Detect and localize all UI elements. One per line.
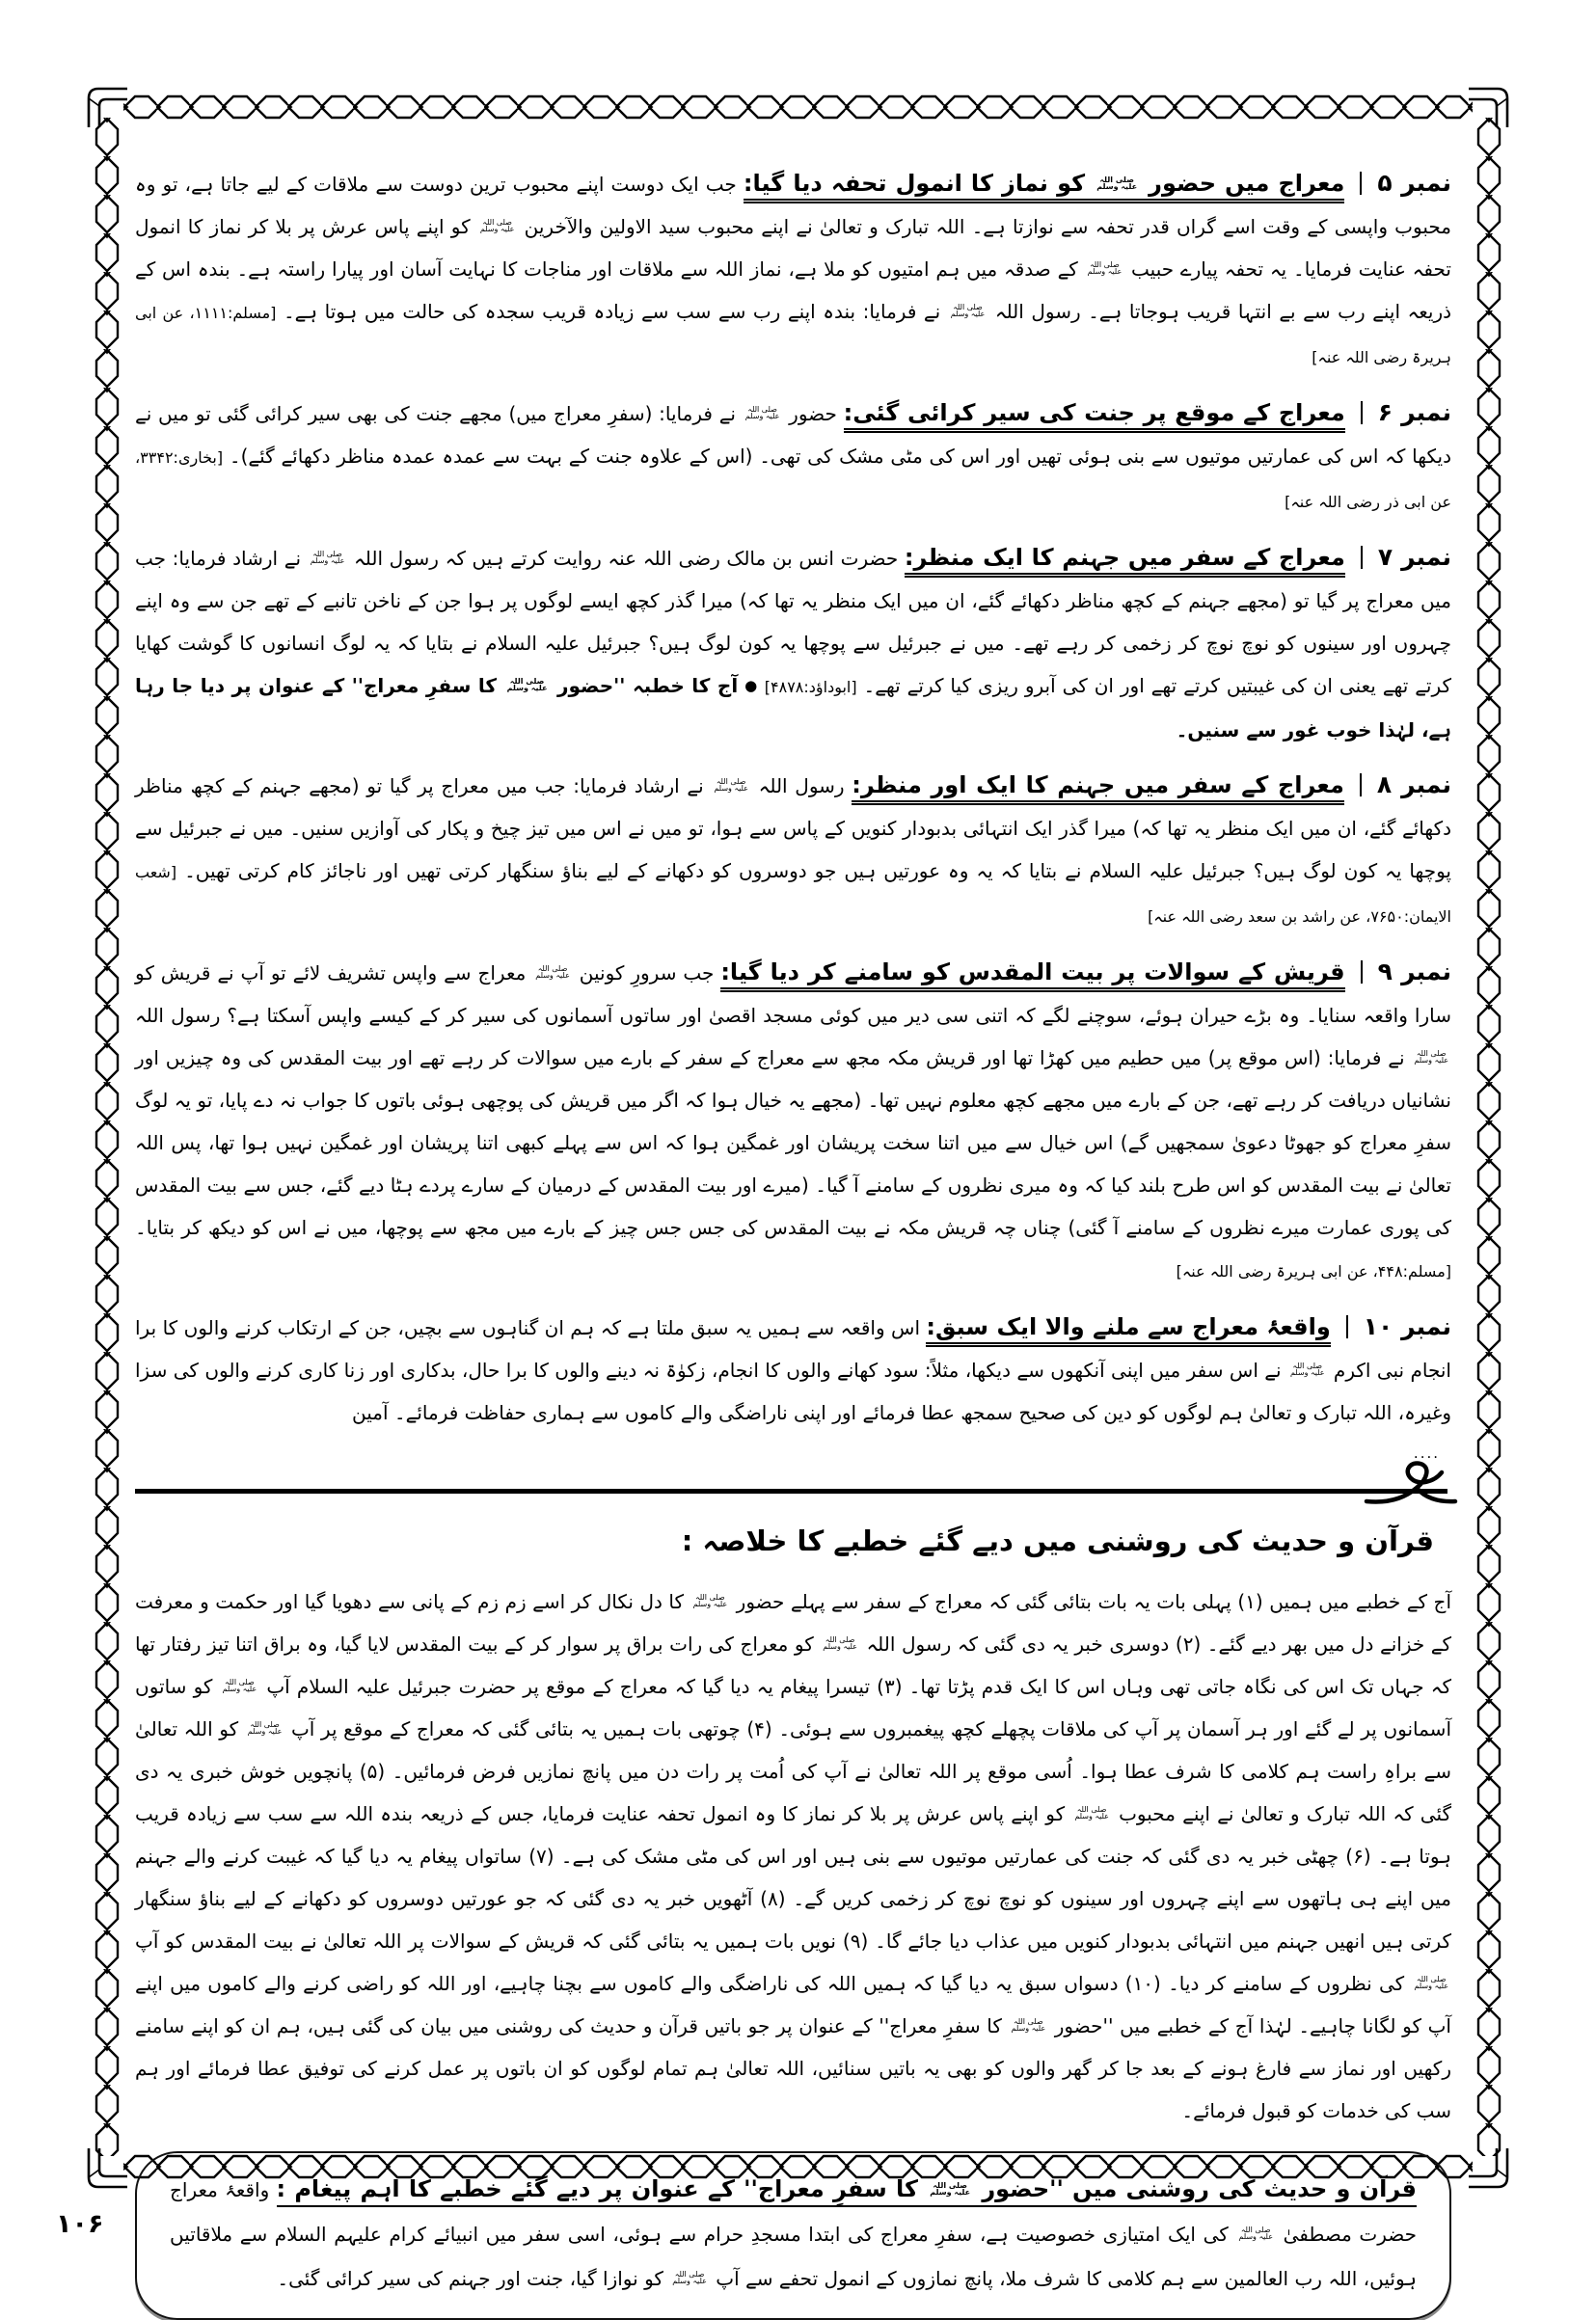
- section-paragraph: [135, 764, 1451, 938]
- border-corner-icon: [1469, 83, 1513, 127]
- section-paragraph: [135, 162, 1451, 379]
- section-number: نمبر ۶: [1377, 398, 1452, 426]
- border-corner-icon: [1469, 2148, 1513, 2193]
- section-title: معراج کے موقع پر جنت کی سیر کرائی گئی:: [844, 399, 1345, 433]
- pbuh-mark-icon: صلی اللہ علیہ وسلم: [950, 302, 986, 318]
- section-number: نمبر ۸: [1376, 770, 1452, 798]
- section-title: معراج کے سفر میں جہنم کا ایک اور منظر:: [852, 771, 1344, 805]
- pbuh-mark-icon: صلی اللہ علیہ وسلم: [222, 1677, 257, 1693]
- section-title: معراج میں حضور صلی اللہ علیہ وسلم کو نماز کا انمول تحفہ دیا گیا:: [744, 170, 1344, 203]
- calligraphic-flourish-icon: [1365, 1459, 1457, 1509]
- pbuh-mark-icon: صلی اللہ علیہ وسلم: [692, 1592, 728, 1608]
- pbuh-mark-icon: صلی اللہ علیہ وسلم: [823, 1634, 857, 1651]
- pbuh-mark-icon: صلی اللہ علیہ وسلم: [1011, 2016, 1046, 2033]
- summary-heading: قرآن و حدیث کی روشنی میں دیے گئے خطبے کا خلاصہ :: [681, 1524, 1434, 1557]
- section-body: رسول اللہ صلی اللہ علیہ وسلم نے ارشاد فرمایا: جب میں معراج پر گیا تو (مجھے جہنم کے کچھ مناظر دکھائے گئے، ان میں ایک منظر یہ تھا کہ) میرا گذر ایک انتہائی بدبودار کنویں کے پاس سے ہوا، تو میں نے اس میں تیز چیخ و پکار کی آوازیں سنیں۔ میں نے جبرئیل سے پوچھا یہ کون لوگ ہیں؟ جبرئیل علیہ السلام نے بتایا کہ یہ وہ عورتیں ہیں جو دوسروں کو دکھانے کے لیے بناؤ سنگھار کرتی تھیں اور ناجائز کام کرتی تھیں۔: [135, 774, 1451, 882]
- border-chain-top: [123, 93, 1473, 121]
- section-paragraph: [135, 1306, 1451, 1434]
- pbuh-mark-icon: صلی اللہ علیہ وسلم: [744, 404, 780, 420]
- pbuh-mark-icon: صلی اللہ علیہ وسلم: [714, 776, 748, 793]
- pbuh-mark-icon: صلی اللہ علیہ وسلم: [310, 549, 345, 565]
- pbuh-mark-icon: صلی اللہ علیہ وسلم: [1414, 1048, 1448, 1065]
- divider-rule: [135, 1489, 1447, 1494]
- pbuh-mark-icon: صلی اللہ علیہ وسلم: [1096, 175, 1138, 191]
- section-paragraph: [135, 951, 1451, 1293]
- pbuh-mark-icon: صلی اللہ علیہ وسلم: [479, 217, 515, 233]
- border-corner-icon: [83, 83, 127, 127]
- pbuh-mark-icon: صلی اللہ علیہ وسلم: [535, 963, 570, 980]
- pbuh-mark-icon: صلی اللہ علیہ وسلم: [247, 1719, 283, 1736]
- pbuh-mark-icon: صلی اللہ علیہ وسلم: [930, 2180, 971, 2197]
- pbuh-mark-icon: صلی اللہ علیہ وسلم: [1238, 2225, 1273, 2241]
- section-separator: [1360, 773, 1362, 796]
- section-body: جب ایک دوست اپنے محبوب ترین دوست سے ملاقات کے لیے جاتا ہے، تو وہ محبوب واپسی کے وقت اسے گراں قدر تحفہ سے نوازتا ہے۔ اللہ تبارک و تعالیٰ نے اپنے محبوب سید الاولین والآخرین صلی اللہ علیہ وسلم کو اپنے پاس عرش پر بلا کر نماز کا انمول تحفہ عنایت فرمایا۔ یہ تحفہ پیارے حبیب صلی اللہ علیہ وسلم کے صدقہ میں ہم امتیوں کو ملا ہے، نماز اللہ سے ملاقات اور مناجات کا نہایت آسان اور پیارا راستہ ہے۔ بندہ اس کے ذریعہ اپنے رب سے بے انتہا قریب ہوجاتا ہے۔ رسول اللہ صلی اللہ علیہ وسلم نے فرمایا: بندہ اپنے رب سے سب سے زیادہ قریب سجدہ کی حالت میں ہوتا ہے۔: [135, 173, 1452, 323]
- section-number: نمبر ۹: [1377, 958, 1452, 985]
- key-message-box: [135, 2151, 1451, 2320]
- border-chain-right: [1474, 118, 1503, 2156]
- section-separator: [1346, 1315, 1348, 1338]
- border-chain-left: [93, 118, 122, 2156]
- pbuh-mark-icon: صلی اللہ علیہ وسلم: [1414, 1974, 1449, 1990]
- hadith-citation: [شعب الایمان:۷۶۵۰، عن راشد بن سعد رضی اللہ عنہ]: [135, 863, 1451, 926]
- summary-paragraph: آج کے خطبے میں ہمیں (۱) پہلی بات یہ بات بتائی گئی کہ معراج کے سفر سے پہلے حضور صلی اللہ علیہ وسلم کا دل نکال کر اسے زم زم کے پانی سے دھویا گیا اور حکمت و معرفت کے خزانے دل میں بھر دیے گئے۔ (۲) دوسری خبر یہ دی گئی کہ رسول اللہ صلی اللہ علیہ وسلم کو معراج کی رات براق پر سوار کر کے بیت المقدس لایا گیا، وہ براق اتنا تیز رفتار تھا کہ جہاں تک اس کی نگاہ جاتی تھی وہاں اس کا ایک قدم پڑتا تھا۔ (۳) تیسرا پیغام یہ دیا گیا کہ معراج کے موقع پر حضرت جبرئیل علیہ السلام آپ صلی اللہ علیہ وسلم کو ساتوں آسمانوں پر لے گئے اور ہر آسمان پر آپ کی ملاقات پچھلے کچھ پیغمبروں سے ہوئی۔ (۴) چوتھی بات ہمیں یہ بتائی گئی کہ معراج کے موقع پر آپ صلی اللہ علیہ وسلم کو اللہ تعالیٰ سے براہِ راست ہم کلامی کا شرف عطا ہوا۔ اُسی موقع پر اللہ تعالیٰ نے آپ کی اُمت پر رات دن میں پانچ نمازیں فرض فرمائیں۔ (۵) پانچویں خوش خبری یہ دی گئی کہ اللہ تبارک و تعالیٰ نے اپنے محبوب صلی اللہ علیہ وسلم کو اپنے پاس عرش پر بلا کر نماز کا وہ انمول تحفہ عنایت فرمایا، جس کے ذریعہ بندہ اللہ سے سب سے زیادہ قریب ہوتا ہے۔ (۶) چھٹی خبر یہ دی گئی کہ جنت کی عمارتیں موتیوں سے بنی ہیں اور اس کی مٹی مشک کی ہے۔ (۷) ساتواں پیغام یہ دیا گیا کہ غیبت کرنے والے جہنم میں اپنے ہی ہاتھوں سے اپنے چہروں اور سینوں کو نوچ نوچ کر زخمی کریں گے۔ (۸) آٹھویں خبر یہ دی گئی کہ جو عورتیں دوسروں کو دکھانے کے لیے بناؤ سنگھار کرتی ہیں انھیں جہنم میں انتہائی بدبودار کنویں میں عذاب دیا جائے گا۔ (۹) نویں بات ہمیں یہ بتائی گئی کہ قریش کے سوالات پر اللہ تعالیٰ نے بیت المقدس کو آپ صلی اللہ علیہ وسلم کی نظروں کے سامنے کر دیا۔ (۱۰) دسواں سبق یہ دیا گیا کہ ہمیں اللہ کی ناراضگی والے کاموں سے بچنا چاہیے، اور اللہ کو راضی کرنے والے کاموں میں اپنے آپ کو لگانا چاہیے۔ لہٰذا آج کے خطبے میں ''حضور صلی اللہ علیہ وسلم کا سفرِ معراج'' کے عنوان پر جو باتیں قرآن و حدیث کی روشنی میں بیان کی گئی ہیں، ہم ان کو اپنے سامنے رکھیں اور نماز سے فارغ ہونے کے بعد جا کر گھر والوں کو بھی یہ باتیں سنائیں، اللہ تعالیٰ ہم تمام لوگوں کو ان باتوں پر عمل کرنے کی توفیق عطا فرمائے اور ہم سب کی خدمات کو قبول فرمائے۔: [135, 1590, 1452, 2122]
- section-body: حضور صلی اللہ علیہ وسلم نے فرمایا: (سفرِ معراج میں) مجھے جنت کی بھی سیر کرائی گئی تو میں نے دیکھا کہ اس کی عمارتیں موتیوں سے بنی ہوئی تھیں اور اس کی مٹی مشک کی تھی۔ (اس کے علاوہ جنت کے بہت سے عمدہ عمدہ مناظر دکھائے گئے)۔: [135, 402, 1451, 468]
- section-body: حضرت انس بن مالک رضی اللہ عنہ روایت کرتے ہیں کہ رسول اللہ صلی اللہ علیہ وسلم نے ارشاد فرمایا: جب میں معراج پر گیا تو (مجھے جہنم کے کچھ مناظر دکھائے گئے، ان میں ایک منظر یہ تھا کہ) میرا گذر کچھ ایسے لوگوں پر ہوا جن کے ناخن تانبے کے تھے جن سے وہ اپنے چہروں اور سینوں کو نوچ نوچ کر زخمی کر رہے تھے۔ میں نے جبرئیل سے پوچھا یہ کون لوگ ہیں؟ جبرئیل علیہ السلام نے بتایا کہ یہ لوگ انسانوں کا گوشت کھایا کرتے تھے یعنی ان کی غیبتیں کرتے تھے اور ان کی آبرو ریزی کیا کرتے تھے۔ [ابوداؤد:۴۸۷۸] ● آج کا خطبہ ''حضور صلی اللہ علیہ وسلم کا سفرِ معراج'' کے عنوان پر دیا جا رہا ہے، لہٰذا خوب غور سے سنیں۔: [135, 547, 1452, 742]
- page-number: ۱۰۶: [56, 2209, 104, 2239]
- hadith-citation: [مسلم:۴۴۸، عن ابی ہریرۃ رضی اللہ عنہ]: [1176, 1262, 1451, 1281]
- section-number: نمبر ۵: [1377, 169, 1451, 197]
- page-content: [135, 162, 1452, 2290]
- section-separator: [1360, 172, 1362, 195]
- section-paragraph: [135, 391, 1451, 524]
- box-body: واقعۂ معراج حضرت مصطفیٰ صلی اللہ علیہ وسلم کی ایک امتیازی خصوصیت ہے، سفرِ معراج کی ابتدا مسجدِ حرام سے ہوئی، اسی سفر میں انبیائے کرام علیہم السلام سے ملاقاتیں ہوئیں، اللہ رب العالمین سے ہم کلامی کا شرف ملا، پانچ نمازوں کے انمول تحفے سے آپ صلی اللہ علیہ وسلم کو نوازا گیا، جنت اور جہنم کی سیر کرائی گئی۔: [170, 2178, 1417, 2290]
- ellipsis-dots: ....: [1413, 1444, 1440, 1462]
- section-separator: [1361, 960, 1363, 984]
- section-number: نمبر ۷: [1377, 543, 1451, 571]
- bullet-icon: ●: [744, 677, 758, 694]
- section-number: نمبر ۱۰: [1363, 1312, 1451, 1340]
- border-corner-icon: [83, 2148, 127, 2193]
- pbuh-mark-icon: صلی اللہ علیہ وسلم: [1074, 1804, 1109, 1821]
- section-paragraph: [135, 536, 1451, 751]
- pbuh-mark-icon: صلی اللہ علیہ وسلم: [1289, 1361, 1325, 1377]
- section-separator: [1361, 401, 1363, 424]
- inline-citation: [ابوداؤد:۴۸۷۸]: [764, 678, 857, 696]
- pbuh-mark-icon: صلی اللہ علیہ وسلم: [506, 676, 548, 692]
- hadith-citation: [مسلم:۱۱۱۱، عن ابی ہریرۃ رضی اللہ عنہ]: [135, 304, 1451, 366]
- section-body: جب سرورِ کونین صلی اللہ علیہ وسلم معراج سے واپس تشریف لائے تو آپ نے قریش کو سارا واقعہ سنایا۔ وہ بڑے حیران ہوئے، سوچنے لگے کہ اتنی سی دیر میں کوئی مسجد اقصیٰ اور ساتوں آسمانوں کی سیر کر کے کیسے واپس آسکتا ہے؟ رسول اللہ صلی اللہ علیہ وسلم نے فرمایا: (اس موقع پر) میں حطیم میں کھڑا تھا اور قریش مکہ مجھ سے معراج کے سفر کے بارے میں سوالات کر رہے تھے اور بیت المقدس کی وہ چیزیں اور نشانیاں دریافت کر رہے تھے، جن کے بارے میں مجھے کچھ معلوم نہیں تھا۔ (مجھے یہ خیال ہوا کہ اگر میں قریش کی پوچھی ہوئی باتوں کا جواب نہ دے پایا، تو یہ لوگ سفرِ معراج کو جھوٹا دعویٰ سمجھیں گے) اس خیال سے میں اتنا سخت پریشان اور غمگین ہوا کہ اس سے پہلے کبھی اتنا پریشان اور غمگین نہیں ہوا تھا، پس اللہ تعالیٰ نے بیت المقدس کو اس طرح بلند کیا کہ وہ میری نظروں کے سامنے آ گیا۔ (میرے اور بیت المقدس کے درمیان کے سارے پردے ہٹا دیے گئے، جس سے بیت المقدس کی پوری عمارت میرے نظروں کے سامنے آ گئی) چناں چہ قریش مکہ نے بیت المقدس کی جس جس چیز کے بارے میں مجھ سے پوچھا، میں نے اس کو دیکھ کر بتایا۔: [135, 961, 1451, 1239]
- section-title: واقعۂ معراج سے ملنے والا ایک سبق:: [926, 1313, 1330, 1347]
- hadith-citation: [بخاری:۳۳۴۲، عن ابی ذر رضی اللہ عنہ]: [135, 448, 1451, 511]
- hadith-sections: [135, 162, 1451, 1434]
- pbuh-mark-icon: صلی اللہ علیہ وسلم: [672, 2269, 707, 2285]
- section-body: اس واقعہ سے ہمیں یہ سبق ملتا ہے کہ ہم ان گناہوں سے بچیں، جن کے ارتکاب کرنے والوں کا برا انجام نبی اکرم صلی اللہ علیہ وسلم نے اس سفر میں اپنی آنکھوں سے دیکھا، مثلاً: سود کھانے والوں کا انجام، زکوٰۃ نہ دینے والوں کا برا حال، بدکاری اور زنا کاری کرنے والوں کی سزا وغیرہ، اللہ تبارک و تعالیٰ ہم لوگوں کو دین کی صحیح سمجھ عطا فرمائے اور اپنی ناراضگی والے کاموں سے ہماری حفاظت فرمائے۔ آمین: [135, 1316, 1451, 1424]
- box-title: قرآن و حدیث کی روشنی میں ''حضور صلی اللہ علیہ وسلم کا سفرِ معراج'' کے عنوان پر دیے گئے خطبے کا اہم پیغام :: [277, 2175, 1418, 2207]
- section-title: معراج کے سفر میں جہنم کا ایک منظر:: [905, 544, 1345, 578]
- section-title: قریش کے سوالات پر بیت المقدس کو سامنے کر دیا گیا:: [720, 958, 1344, 992]
- pbuh-mark-icon: صلی اللہ علیہ وسلم: [1087, 259, 1123, 276]
- section-separator: [1361, 546, 1363, 569]
